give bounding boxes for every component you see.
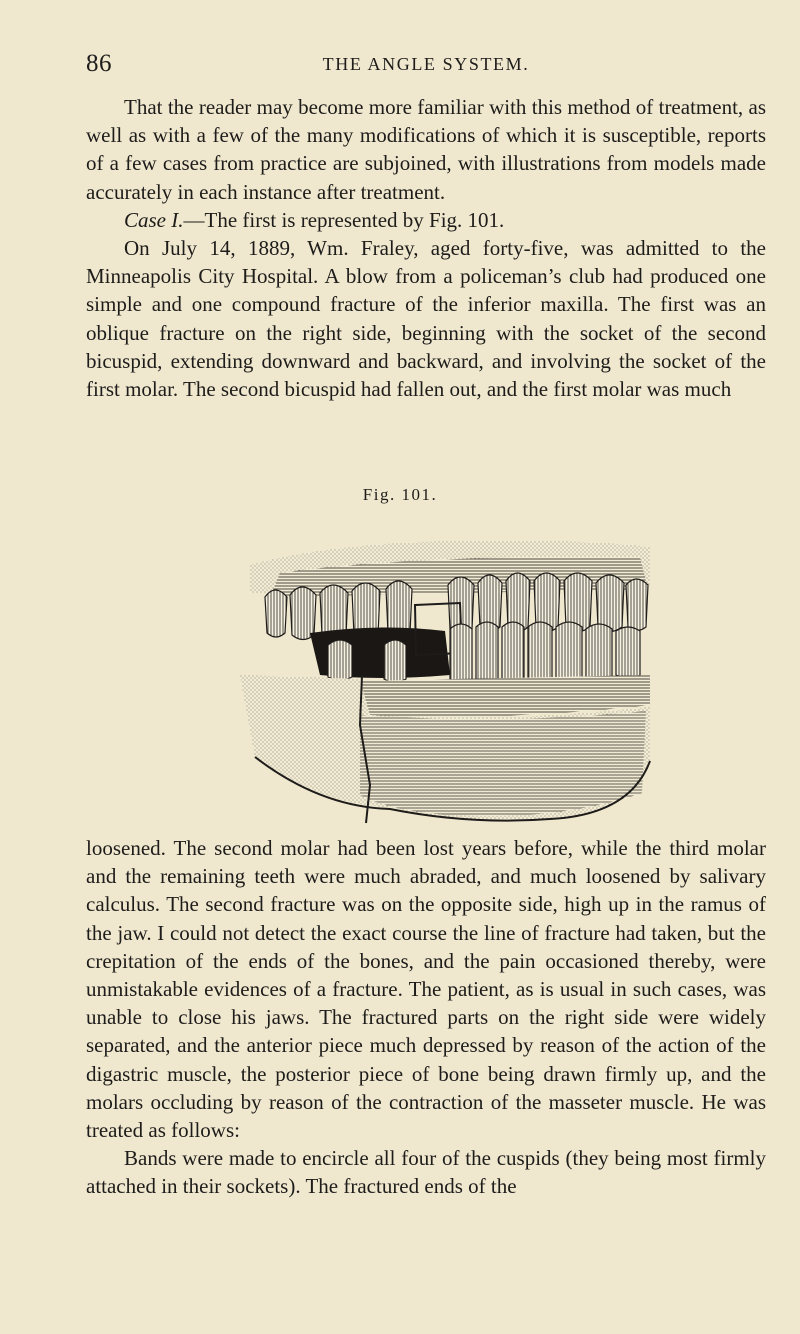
figure-caption: Fig. 101. (362, 485, 438, 504)
lower-tooth (502, 622, 524, 682)
body-text-top (86, 93, 766, 403)
paragraph-case-description: On July 14, 1889, Wm. Fraley, aged forty-five, was admitted to the Minneapolis City Hospital. A blow from a policeman’s club had produced one simple and one compound fracture of the inferior maxilla. The first was an oblique fracture on the right side, beginning with the socket of the second bicuspid, extending downward and backward, and involving the socket of the first molar. The second bicuspid had fallen out, and the first molar was much (86, 236, 766, 402)
lower-tooth (616, 627, 640, 678)
lower-tooth (384, 640, 406, 682)
lower-cast-hatching (360, 711, 646, 816)
lower-tooth (450, 624, 472, 682)
case-label: Case I. (124, 207, 184, 232)
upper-tooth (596, 575, 624, 632)
paragraph-intro: That the reader may become more familiar with this method of treatment, as well as with a few of the many modifications of which it is susceptible, reports of a few cases from practice are subjoined, with illustrations from models made accurately in each instance after treatment. (86, 95, 766, 204)
upper-tooth (265, 590, 287, 637)
paragraph-treatment: Bands were made to encircle all four of the cuspids (they being most firmly attached in their sockets). The fractured ends of the (86, 1146, 766, 1199)
case-text: —The first is represented by Fig. 101. (183, 207, 505, 232)
running-head (86, 50, 766, 80)
lower-tooth (586, 624, 612, 680)
lower-gum-band (360, 675, 650, 717)
lower-tooth (556, 622, 582, 682)
lower-tooth (476, 622, 498, 682)
upper-tooth (626, 579, 648, 631)
lower-tooth (328, 640, 352, 680)
page-number: 86 (86, 50, 112, 77)
lower-tooth (528, 622, 552, 682)
paragraph-continuation: loosened. The second molar had been lost years before, while the third molar and the remaining teeth were much abraded, and much loosened by salivary calculus. The second fracture was on the opposite side, high up in the ramus of the jaw. I could not detect the exact course the line of fracture had taken, but the crepitation of the ends of the bones, and the pain occasioned thereby, were unmistakable evidences of a fracture. The patient, as is usual in such cases, was unable to close his jaws. The fractured parts on the right side were widely separated, and the anterior piece much depressed by reason of the action of the digastric muscle, the posterior piece of bone being drawn firmly up, and the molars occluding by reason of the contraction of the masseter muscle. He was treated as follows: (86, 836, 766, 1143)
upper-tooth (290, 587, 316, 640)
running-title: THE ANGLE SYSTEM. (322, 54, 530, 74)
jaw-model-illustration (210, 525, 660, 825)
paragraph-case-heading (86, 206, 766, 234)
body-text-bottom (86, 834, 766, 1201)
